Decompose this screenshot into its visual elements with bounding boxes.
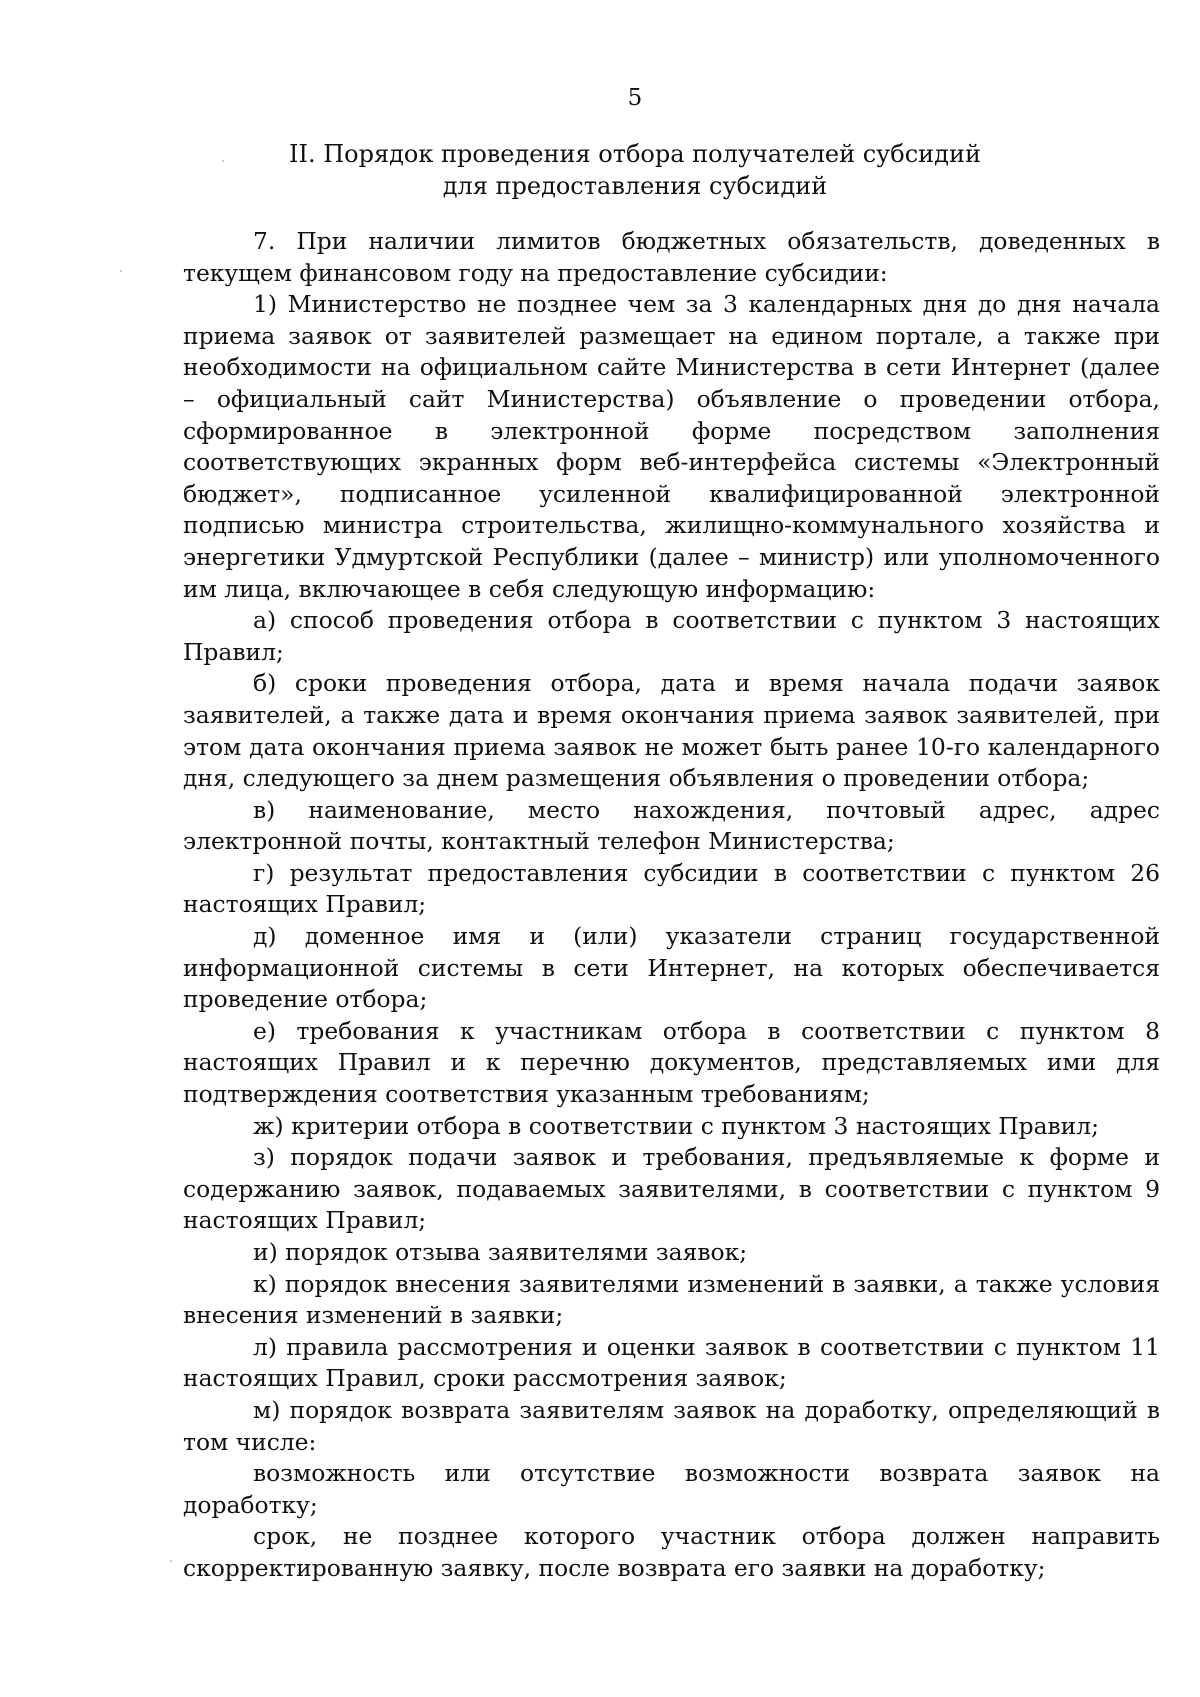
- paragraph-7-1: 1) Министерство не позднее чем за 3 календарных дня до дня начала приема заявок от заявителей размещает на едином портале, а также при необходимости на официальном сайте Министерства в сети Интернет (далее – официальный сайт Министерства) объявление о проведении отбора, сформированное в электронной форме посредством заполнения соответствующих экранных форм веб-интерфейса системы «Электронный бюджет», подписанное усиленной квалифицированной электронной подписью министра строительства, жилищно-коммунального хозяйства и энергетики Удмуртской Республики (далее – министр) или уполномоченного им лица, включающее в себя следующую информацию:: [183, 290, 1160, 603]
- scan-speck: [170, 1560, 172, 1562]
- document-body: [183, 226, 1160, 1585]
- subitem-i: и) порядок отзыва заявителями заявок;: [253, 1238, 748, 1266]
- subitem-k: к) порядок внесения заявителями изменений в заявки, а также условия внесения изменений в заявки;: [183, 1269, 1160, 1330]
- subitem-z: з) порядок подачи заявок и требования, предъявляемые к форме и содержанию заявок, подаваемых заявителями, в соответствии с пунктом 9 настоящих Правил;: [183, 1143, 1160, 1235]
- subitem-g: г) результат предоставления субсидии в соответствии с пунктом 26 настоящих Правил;: [183, 858, 1160, 919]
- subitem-m-possibility: возможность или отсутствие возможности возврата заявок на доработку;: [183, 1459, 1160, 1519]
- page-number: 5: [627, 85, 643, 111]
- scan-speck: [222, 160, 224, 162]
- subitem-a: а) способ проведения отбора в соответствии с пунктом 3 настоящих Правил;: [183, 606, 1160, 666]
- section-heading: [0, 138, 1200, 202]
- subitem-v: в) наименование, место нахождения, почтовый адрес, адрес электронной почты, контактный телефон Министерства;: [183, 795, 1160, 856]
- subitem-b: б) сроки проведения отбора, дата и время начала подачи заявок заявителей, а также дата и время окончания приема заявок заявителей, при этом дата окончания приема заявок не может быть ранее 10-го календарного дня, следующего за днем размещения объявления о проведении отбора;: [183, 669, 1160, 793]
- subitem-m-deadline: срок, не позднее которого участник отбора должен направить скорректированную заявку, после возврата его заявки на доработку;: [183, 1522, 1160, 1582]
- scan-speck: [120, 270, 122, 272]
- subitem-d: д) доменное имя и (или) указатели страниц государственной информационной системы в сети Интернет, на которых обеспечивается проведение отбора;: [183, 922, 1160, 1014]
- subitem-zh: ж) критерии отбора в соответствии с пунктом 3 настоящих Правил;: [253, 1111, 1100, 1140]
- paragraph-7: 7. При наличии лимитов бюджетных обязательств, доведенных в текущем финансовом году на предоставление субсидии:: [183, 227, 1160, 287]
- section-heading-line-1: II. Порядок проведения отбора получателей субсидий: [289, 140, 981, 168]
- subitem-l: л) правила рассмотрения и оценки заявок в соответствии с пунктом 11 настоящих Правил, сроки рассмотрения заявок;: [183, 1332, 1160, 1393]
- subitem-e: е) требования к участникам отбора в соответствии с пунктом 8 настоящих Правил и к перечню документов, представляемых ими для подтверждения соответствия указанным требованиям;: [183, 1016, 1160, 1109]
- subitem-m: м) порядок возврата заявителям заявок на доработку, определяющий в том числе:: [183, 1395, 1160, 1456]
- section-heading-line-2: для предоставления субсидий: [442, 172, 828, 200]
